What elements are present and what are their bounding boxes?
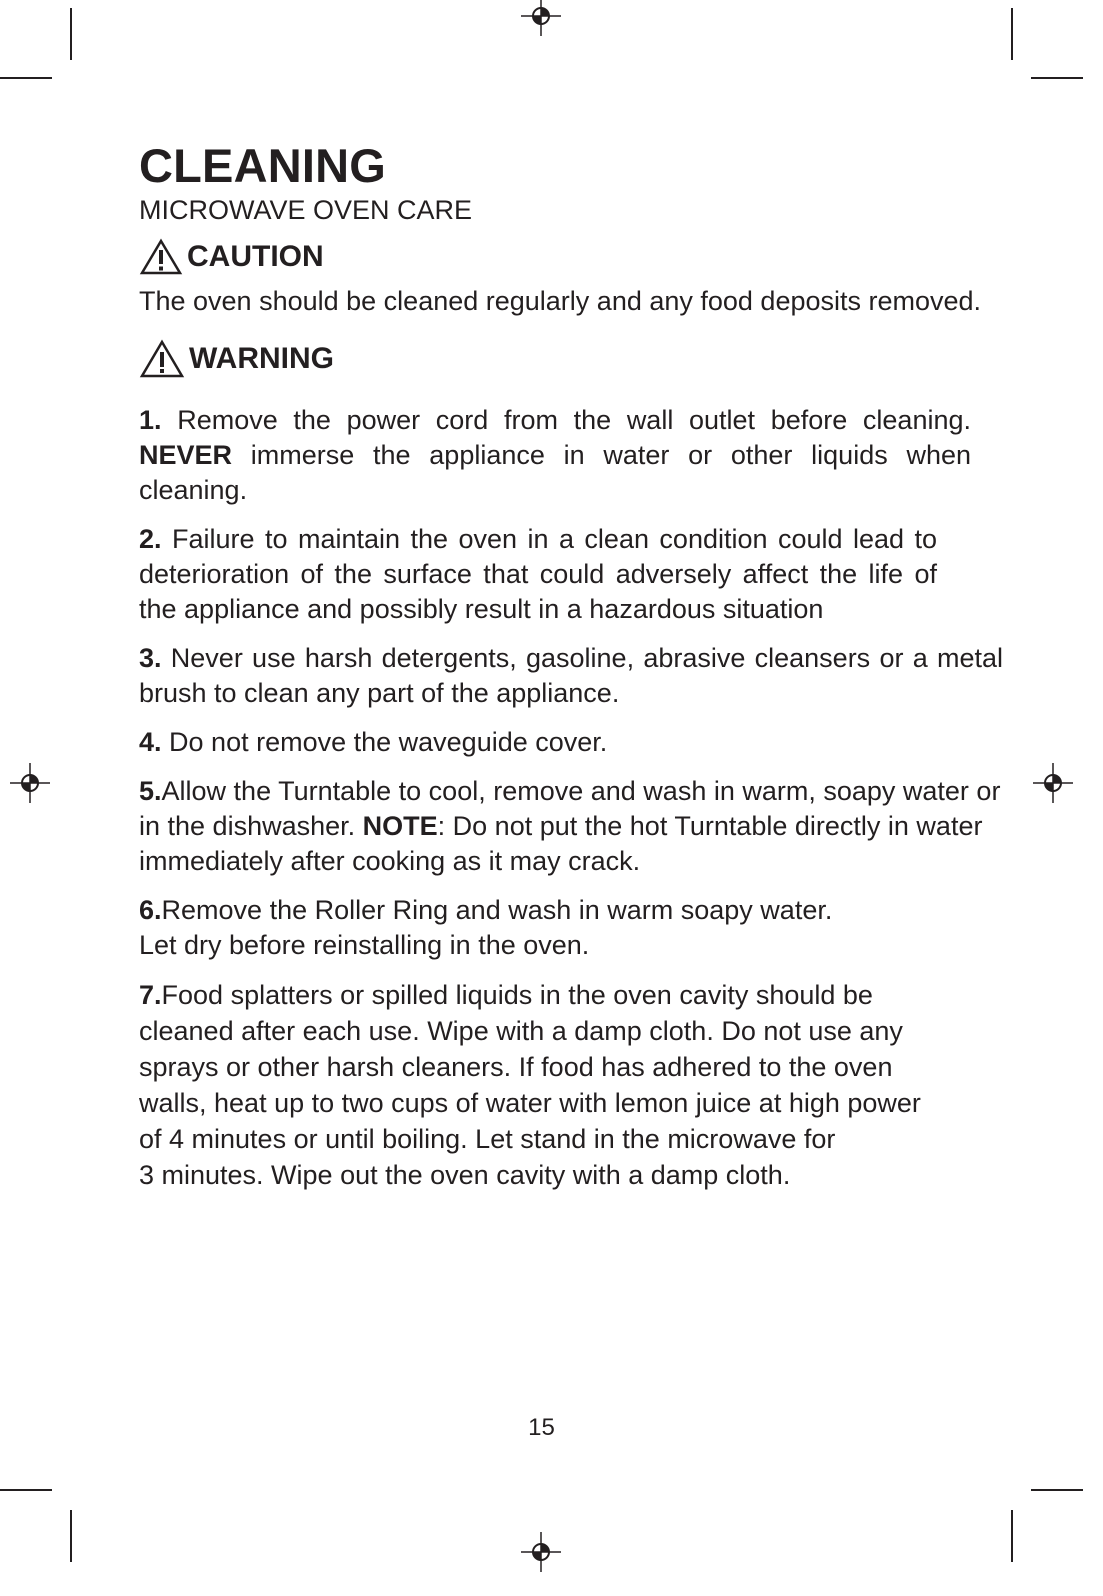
emphasis-note: NOTE [362, 811, 438, 841]
crop-mark [1031, 1489, 1083, 1491]
item-number: 1. [139, 405, 162, 435]
registration-mark-icon [521, 0, 561, 36]
warning-item-3: 3. Never use harsh detergents, gasoline, abrasive cleansers or a metal brush to clean any part of the appliance. [139, 643, 1003, 708]
warning-item-4: 4. Do not remove the waveguide cover. [139, 727, 608, 757]
warning-item-7: 7.Food splatters or spilled liquids in the oven cavity should be cleaned after each use. Wipe with a damp cloth. Do not use any sprays or other harsh cleaners. If food has adhered to the oven walls, heat up to two cups of water with lemon juice at high power of 4 minutes or until boiling. Let stand in the microwave for 3 minutes. Wipe out the oven cavity with a damp cloth. [139, 980, 921, 1190]
warning-heading [139, 339, 1003, 379]
page-subtitle: MICROWAVE OVEN CARE [139, 195, 473, 225]
item-number: 7. [139, 980, 162, 1010]
crop-mark [1031, 77, 1083, 79]
warning-triangle-icon [139, 339, 185, 379]
crop-mark [1011, 1510, 1013, 1562]
crop-mark [0, 1489, 52, 1491]
warning-item-2: 2. Failure to maintain the oven in a clean condition could lead to deterioration of the surface that could adversely affect the life of the appliance and possibly result in a hazardous situation [139, 524, 937, 624]
registration-mark-icon [10, 763, 50, 803]
item-number: 2. [139, 524, 162, 554]
crop-mark [0, 77, 52, 79]
item-number: 6. [139, 895, 162, 925]
emphasis-never: NEVER [139, 440, 233, 470]
caution-text: The oven should be cleaned regularly and any food deposits removed. [139, 286, 982, 316]
caution-label: CAUTION [187, 240, 324, 273]
warning-item-5: 5.Allow the Turntable to cool, remove and wash in warm, soapy water or in the dishwasher. NOTE: Do not put the hot Turntable directly in water immediately after cooking as it may crack. [139, 776, 1001, 876]
warning-triangle-icon [139, 238, 183, 276]
warning-item-1: 1. Remove the power cord from the wall outlet before cleaning. NEVER immerse the appliance in water or other liquids when cleaning. [139, 405, 971, 505]
item-number: 4. [139, 727, 162, 757]
crop-mark [70, 1510, 72, 1562]
crop-mark [1011, 8, 1013, 60]
registration-mark-icon [521, 1532, 561, 1572]
caution-heading [139, 238, 1003, 276]
registration-mark-icon [1033, 763, 1073, 803]
item-number: 3. [139, 643, 162, 673]
page-title: CLEANING [139, 139, 387, 192]
warning-item-6: 6.Remove the Roller Ring and wash in warm soapy water. Let dry before reinstalling in the oven. [139, 895, 833, 960]
page-content [139, 140, 1003, 1193]
page-number: 15 [528, 1414, 555, 1441]
warning-label: WARNING [189, 342, 334, 375]
item-number: 5. [139, 776, 162, 806]
crop-mark [70, 8, 72, 60]
